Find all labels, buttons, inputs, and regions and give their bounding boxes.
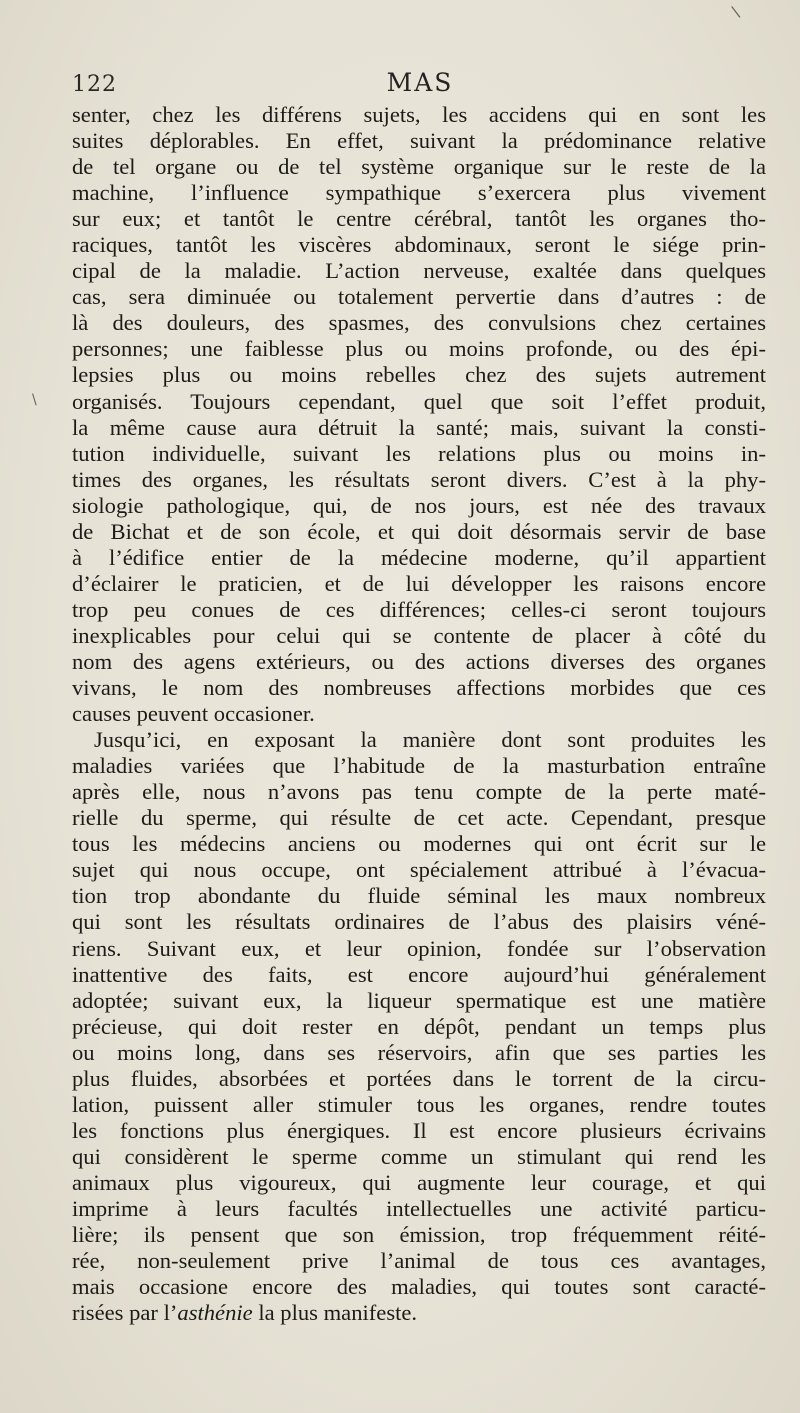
final-line-start: risées par l’ (72, 1300, 178, 1326)
text-line: rielle du sperme, qui résulte de cet acte. Cependant, presque (72, 805, 766, 831)
text-line: machine, l’influence sympathique s’exercera plus vivement (72, 180, 766, 206)
text-line: lation, puissent aller stimuler tous les organes, rendre toutes (72, 1091, 766, 1117)
paragraph-1 (72, 102, 766, 727)
text-line: senter, chez les différens sujets, les accidens qui en sont les (72, 102, 766, 127)
text-line: qui sont les résultats ordinaires de l’abus des plaisirs véné- (72, 909, 766, 935)
text-line: lière; ils pensent que son émission, trop fréquemment réité- (72, 1222, 766, 1248)
text-line: plus fluides, absorbées et portées dans le torrent de la circu- (72, 1065, 766, 1091)
text-line: riens. Suivant eux, et leur opinion, fondée sur l’observation (72, 935, 766, 961)
margin-tick-top-right: \ (729, 1, 742, 22)
text-line: les fonctions plus énergiques. Il est encore plusieurs écrivains (72, 1117, 766, 1143)
text-line: mais occasione encore des maladies, qui toutes sont caracté- (72, 1274, 766, 1300)
text-line: cas, sera diminuée ou totalement pervertie dans d’autres : de (72, 284, 766, 310)
text-line: sujet qui nous occupe, ont spécialement attribué à l’évacua- (72, 857, 766, 883)
text-line: tous les médecins anciens ou modernes qui ont écrit sur le (72, 831, 766, 857)
paragraph-2 (72, 727, 766, 1326)
text-line: tion trop abondante du fluide séminal les maux nombreux (72, 883, 766, 909)
text-line: imprime à leurs facultés intellectuelles une activité particu- (72, 1195, 766, 1221)
page-number: 122 (72, 72, 117, 97)
text-line: cipal de la maladie. L’action nerveuse, exaltée dans quelques (72, 258, 766, 284)
text-line: times des organes, les résultats seront divers. C’est à la phy- (72, 466, 766, 492)
text-line: rée, non-seulement prive l’animal de tous ces avantages, (72, 1248, 766, 1274)
text-line: de Bichat et de son école, et qui doit désormais servir de base (72, 518, 766, 544)
text-line: raciques, tantôt les viscères abdominaux, seront le siége prin- (72, 232, 766, 258)
text-line: nom des agens extérieurs, ou des actions diverses des organes (72, 648, 766, 674)
final-line-end: la plus manifeste. (252, 1300, 418, 1326)
page-header (72, 66, 768, 100)
text-line: précieuse, qui doit rester en dépôt, pendant un temps plus (72, 1013, 766, 1039)
text-line-final (72, 1300, 766, 1326)
text-line: Jusqu’ici, en exposant la manière dont sont produites les (94, 727, 766, 753)
text-line: la même cause aura détruit la santé; mais, suivant la consti- (72, 414, 766, 440)
text-line: organisés. Toujours cependant, quel que soit l’effet produit, (72, 388, 766, 414)
text-line: suites déplorables. En effet, suivant la prédominance relative (72, 128, 766, 154)
text-line: là des douleurs, des spasmes, des convulsions chez certaines (72, 310, 766, 336)
text-line: d’éclairer le praticien, et de lui développer les raisons encore (72, 570, 766, 596)
italic-term: asthénie (177, 1300, 253, 1326)
text-line: lepsies plus ou moins rebelles chez des sujets autrement (72, 362, 766, 388)
text-line: causes peuvent occasioner. (72, 701, 315, 727)
margin-tick-left: \ (32, 392, 37, 408)
text-line: personnes; une faiblesse plus ou moins profonde, ou des épi- (72, 336, 766, 362)
text-line: siologie pathologique, qui, de nos jours, est née des travaux (72, 492, 766, 518)
body-text (72, 102, 766, 1326)
text-line: de tel organe ou de tel système organique sur le reste de la (72, 154, 766, 180)
text-line: inattentive des faits, est encore aujourd’hui généralement (72, 961, 766, 987)
text-line: qui considèrent le sperme comme un stimulant qui rend les (72, 1143, 766, 1169)
text-line: inexplicables pour celui qui se contente de placer à côté du (72, 622, 766, 648)
text-line: animaux plus vigoureux, qui augmente leur courage, et qui (72, 1169, 766, 1195)
text-line: adoptée; suivant eux, la liqueur spermatique est une matière (72, 987, 766, 1013)
running-head: MAS (386, 68, 454, 97)
text-line: tution individuelle, suivant les relations plus ou moins in- (72, 440, 766, 466)
text-line: à l’édifice entier de la médecine moderne, qu’il appartient (72, 544, 766, 570)
text-line: trop peu conues de ces différences; celles-ci seront toujours (72, 596, 766, 622)
text-line: maladies variées que l’habitude de la masturbation entraîne (72, 753, 766, 779)
text-line: vivans, le nom des nombreuses affections morbides que ces (72, 675, 766, 701)
text-line: ou moins long, dans ses réservoirs, afin que ses parties les (72, 1039, 766, 1065)
text-line: après elle, nous n’avons pas tenu compte de la perte maté- (72, 779, 766, 805)
text-line: sur eux; et tantôt le centre cérébral, tantôt les organes tho- (72, 206, 766, 232)
